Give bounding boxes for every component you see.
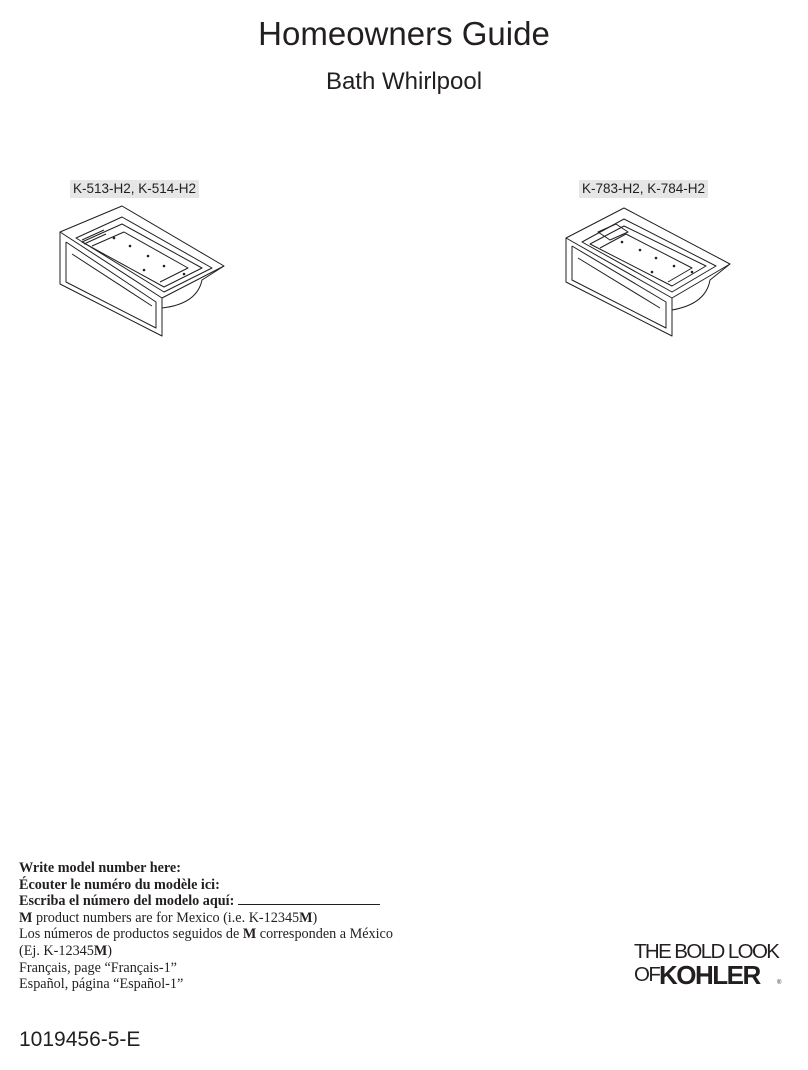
francais-page-ref: Français, page “Français-1” (19, 959, 177, 976)
write-model-fr (19, 877, 469, 894)
mexico-note-en-m: M (299, 909, 313, 926)
logo-tagline: THE BOLD LOOK (634, 940, 779, 963)
write-model-en-text: Write model number here: (19, 860, 181, 876)
mexico-m-bold: M (19, 909, 33, 926)
mexico-note-es-example-text: (Ej. K-12345 (19, 942, 94, 959)
document-number: 1019456-5-E (19, 1028, 141, 1051)
espanol-page-ref: Español, página “Español-1” (19, 976, 184, 993)
mexico-note-es-example (19, 943, 469, 960)
mexico-note-es-text: Los números de productos seguidos de (19, 926, 243, 943)
logo-registered-mark: ® (777, 980, 782, 986)
write-model-en (19, 860, 469, 877)
mexico-note-es-m: M (242, 926, 257, 943)
model-numbers-left: K-513-H2, K-514-H2 (70, 180, 199, 198)
model-number-blank-line[interactable] (238, 894, 380, 905)
mexico-note-es-example-m: M (93, 942, 108, 959)
mexico-note-es (19, 926, 469, 943)
bathtub-illustration-right (558, 202, 733, 337)
bathtub-illustration-left (52, 202, 227, 337)
mexico-note-en (19, 910, 469, 927)
mexico-note-es-example-close: ) (107, 942, 113, 959)
model-numbers-right: K-783-H2, K-784-H2 (579, 180, 708, 198)
write-model-es (19, 893, 469, 910)
write-model-es-text: Escriba el número del modelo aquí: (19, 893, 235, 910)
logo-brand-name: KOHLER (659, 960, 760, 990)
mexico-note-en-close: ) (312, 909, 318, 926)
mexico-note-en-text: product numbers are for Mexico (i.e. K-12345 (32, 909, 300, 926)
logo-of: OF (634, 963, 660, 986)
model-info-block (19, 860, 469, 993)
kohler-logo (634, 940, 784, 992)
page-subtitle: Bath Whirlpool (325, 68, 483, 95)
write-model-fr-text: Écouter le numéro du modèle ici: (19, 876, 220, 893)
page-title: Homeowners Guide (258, 15, 550, 52)
mexico-note-es-text-2: corresponden a México (256, 926, 393, 943)
